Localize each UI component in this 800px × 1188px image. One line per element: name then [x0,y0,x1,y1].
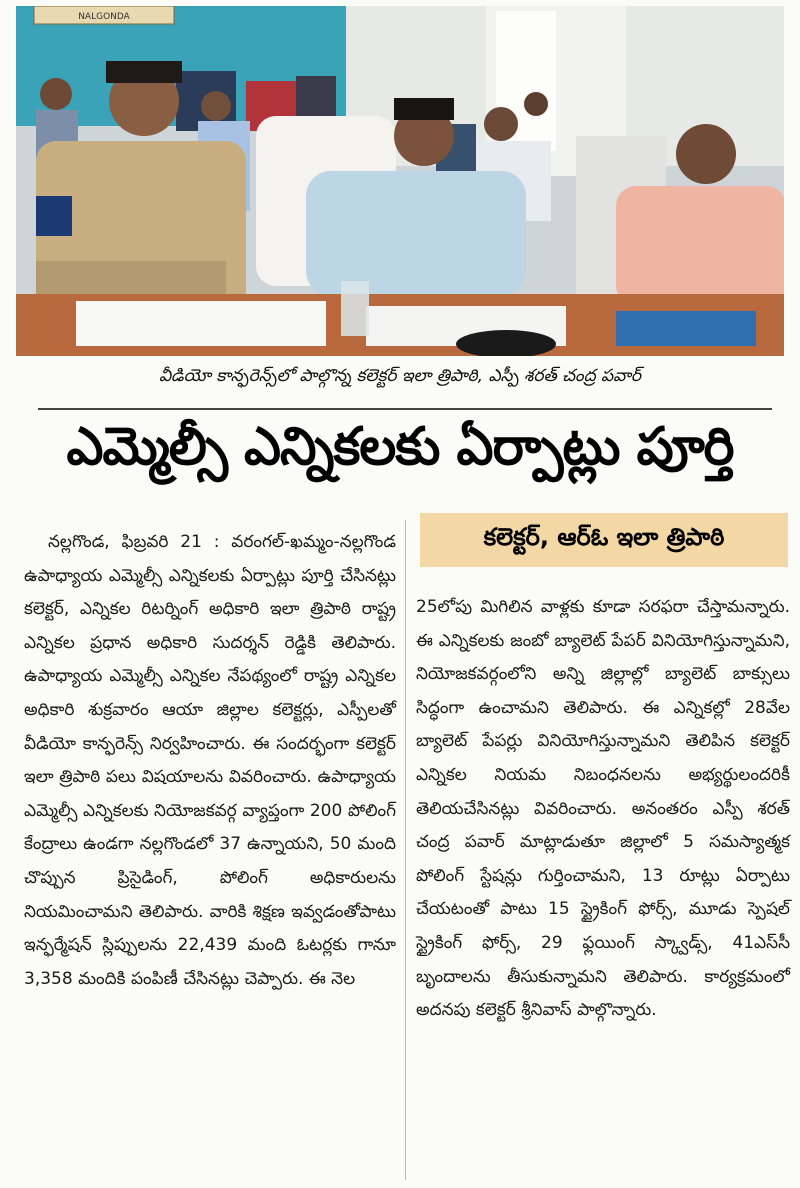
column-divider [405,520,406,1180]
photo-caption: వీడియో కాన్ఫరెన్స్‌లో పాల్గొన్న కలెక్టర్ ఇలా త్రిపాఠి, ఎస్పీ శరత్ చంద్ర పవార్ [158,366,642,386]
headline: ఎమ్మెల్సీ ఎన్నికలకు ఏర్పాట్లు పూర్తి [66,417,734,477]
article-text-right: 25లోపు మిగిలిన వాళ్లకు కూడా సరఫరా చేస్తామన్నారు. ఈ ఎన్నికలకు జంబో బ్యాలెట్ పేపర్ వినియోగిస్తున్నామని, నియోజకవర్గంలోని అన్ని జిల్లాల్లో బ్యాలెట్ బాక్సులు సిద్ధంగా ఉంచామని తెలిపారు. ఈ ఎన్నికల్లో 28వేల బ్యాలెట్ పేపర్లు వినియోగిస్తున్నామని తెలిపిన కలెక్టర్ ఎన్నికల నియమ నిబంధనలను అభ్యర్థులందరికీ తెలియచేసినట్లు వివరించారు. అనంతరం ఎస్పీ శరత్ చంద్ర పవార్ మాట్లాడుతూ జిల్లాలో 5 సమస్యాత్మక పోలింగ్ స్టేషన్లు గుర్తించామని, 13 రూట్లు ఏర్పాటు చేయటంతో పాటు 15 స్ట్రైకింగ్ ఫోర్స్, మూడు స్పెషల్ స్ట్రైకింగ్ ఫోర్స్, 29 ఫ్లయింగ్ స్క్వాడ్స్, 41ఎస్‌సీ బృందాలను తీసుకున్నామని తెలిపారు. కార్యక్రమంలో అదనపు కలెక్టర్ శ్రీనివాస్ పాల్గొన్నారు. [416,597,790,1021]
meeting-photo [16,6,784,356]
article-column-right [416,591,790,1028]
wall-sign: NALGONDA [78,12,130,22]
subheadline: కలెక్టర్, ఆర్ఓ ఇలా త్రిపాఠి [483,523,725,551]
article-text-left: నల్లగొండ, ఫిబ్రవరి 21 : వరంగల్-ఖమ్మం-నల్లగొండ ఉపాధ్యాయ ఎమ్మెల్సీ ఎన్నికలకు ఏర్పాట్లు పూర్తి చేసినట్లు కలెక్టర్, ఎన్నికల రిటర్నింగ్ అధికారి ఇలా త్రిపాఠి రాష్ట్ర ఎన్నికల ప్రధాన అధికారి సుదర్శన్ రెడ్డికి తెలిపారు. ఉపాధ్యాయ ఎమ్మెల్సీ ఎన్నికల నేపథ్యంలో రాష్ట్ర ఎన్నికల అధికారి శుక్రవారం ఆయా జిల్లాల కలెక్టర్లు, ఎస్పీలతో వీడియో కాన్ఫరెన్స్ నిర్వహించారు. ఈ సందర్భంగా కలెక్టర్ ఇలా త్రిపాఠి పలు విషయాలను వివరించారు. ఉపాధ్యాయ ఎమ్మెల్సీ ఎన్నికలకు నియోజకవర్గ వ్యాప్తంగా 200 పోలింగ్ కేంద్రాలు ఉండగా నల్లగొండలో 37 ఉన్నాయని, 50 మంది చొప్పున ప్రిసైడింగ్, పోలింగ్ అధికారులను నియమించామని తెలిపారు. వారికి శిక్షణ ఇవ్వడంతోపాటు ఇన్ఫర్మేషన్ స్లిప్పులను 22,439 మంది ఓటర్లకు గానూ 3,358 మందికి పంపిణీ చేసినట్లు చెప్పారు. ఈ నెల [24,532,396,989]
article-column-left [24,526,396,996]
subheadline-box [420,513,788,567]
caption-divider [38,408,772,410]
